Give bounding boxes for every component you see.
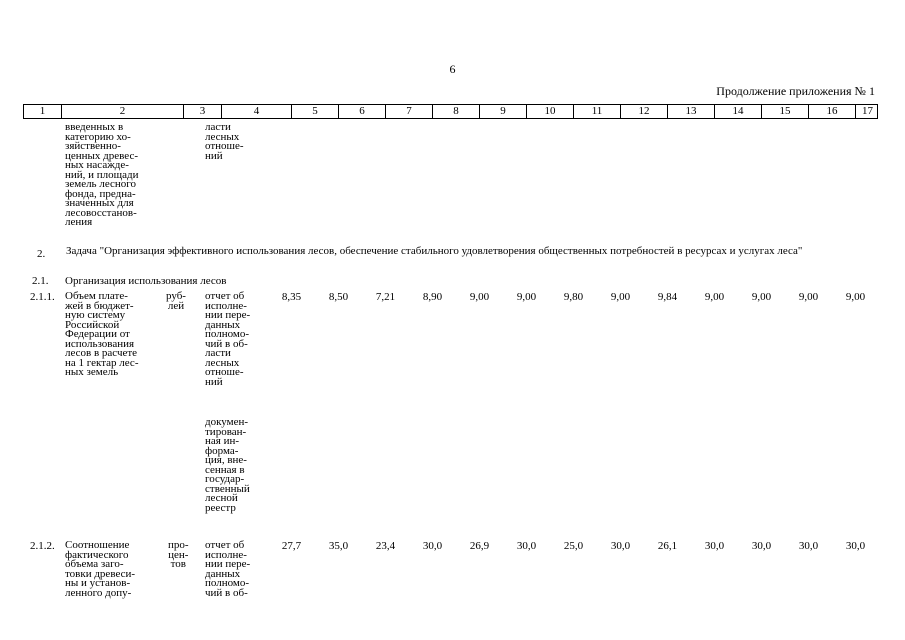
- header-col-2: 2: [62, 105, 184, 118]
- row-2-1-2-value: 30,0: [422, 540, 443, 552]
- row-2-1-2-value: 35,0: [328, 540, 349, 552]
- section-2-1-title: Организация использования лесов: [65, 275, 227, 287]
- header-col-5: 5: [292, 105, 339, 118]
- header-col-15: 15: [762, 105, 809, 118]
- row-2-1-2-value: 23,4: [375, 540, 396, 552]
- column-number-header: [23, 104, 878, 119]
- row-2-1-1-number: 2.1.1.: [30, 291, 55, 303]
- row-2-1-2-value: 26,9: [469, 540, 490, 552]
- header-col-8: 8: [433, 105, 480, 118]
- row-2-1-1-indicator: Объем плате- жей в бюджет- ную систему Российской Федерации от использования лесов в расчете на 1 гектар лес- ных земель: [65, 290, 139, 378]
- row-2-1-1-value: 8,35: [281, 291, 302, 303]
- section-2-1-number: 2.1.: [32, 275, 49, 287]
- row-2-1-2-unit: про- цен- тов: [168, 539, 189, 570]
- row-2-1-1-unit: руб- лей: [166, 290, 186, 312]
- continued-source: ласти лесных отноше- ний: [205, 121, 244, 162]
- row-2-1-2-value: 30,0: [610, 540, 631, 552]
- header-col-9: 9: [480, 105, 527, 118]
- continuation-label: Продолжение приложения № 1: [716, 84, 875, 98]
- row-2-1-2-value: 30,0: [845, 540, 866, 552]
- row-2-1-1-value: 9,00: [845, 291, 866, 303]
- row-2-1-1-value: 9,00: [610, 291, 631, 303]
- header-col-7: 7: [386, 105, 433, 118]
- task-2-number: 2.: [37, 248, 46, 260]
- row-2-1-2-value: 30,0: [516, 540, 537, 552]
- row-2-1-1-value: 9,00: [704, 291, 725, 303]
- header-col-13: 13: [668, 105, 715, 118]
- row-2-1-2-number: 2.1.2.: [30, 540, 55, 552]
- row-2-1-2-value: 25,0: [563, 540, 584, 552]
- continued-indicator-name: введенных в категорию хо- зяйственно- ценных древес- ных насажде- ний, и площади земель лесного фонда, предна- значенных для лесовосстанов- ления: [65, 121, 139, 228]
- header-col-6: 6: [339, 105, 386, 118]
- row-2-1-1-value: 9,80: [563, 291, 584, 303]
- row-2-1-1-value: 9,84: [657, 291, 678, 303]
- row-2-1-2-value: 30,0: [798, 540, 819, 552]
- row-2-1-1-value: 9,00: [469, 291, 490, 303]
- header-col-3: 3: [184, 105, 222, 118]
- header-col-17: 17: [862, 105, 873, 117]
- header-col-16: 16: [809, 105, 856, 118]
- page-number: 6: [449, 62, 456, 76]
- row-2-1-2-value: 30,0: [751, 540, 772, 552]
- row-2-1-1-value: 9,00: [798, 291, 819, 303]
- row-2-1-1-value: 7,21: [375, 291, 396, 303]
- row-2-1-2-value: 26,1: [657, 540, 678, 552]
- row-2-1-1-value: 8,50: [328, 291, 349, 303]
- row-2-1-2-source-report: отчет об исполне- нии пере- данных полномо- чий в об-: [205, 539, 251, 599]
- row-2-1-1-value: 9,00: [516, 291, 537, 303]
- row-2-1-1-source-registry: докумен- тирован- ная ин- форма- ция, вне- сенная в государ- ственный лесной реестр: [205, 416, 250, 514]
- row-2-1-1-value: 9,00: [751, 291, 772, 303]
- row-2-1-1-value: 8,90: [422, 291, 443, 303]
- header-col-4: 4: [222, 105, 292, 118]
- row-2-1-1-source-report: отчет об исполне- нии пере- данных полномо- чий в об- ласти лесных отноше- ний: [205, 290, 251, 388]
- row-2-1-2-indicator: Соотношение фактического объема заго- товки древеси- ны и установ- ленного допу-: [65, 539, 136, 599]
- header-col-14: 14: [715, 105, 762, 118]
- header-col-1: 1: [24, 105, 62, 118]
- row-2-1-2-value: 27,7: [281, 540, 302, 552]
- row-2-1-2-value: 30,0: [704, 540, 725, 552]
- task-2-text: Задача "Организация эффективного использования лесов, обеспечение стабильного удовлетворения общественных потребностей в ресурсах и услугах леса": [66, 245, 803, 257]
- header-col-10: 10: [527, 105, 574, 118]
- header-col-12: 12: [621, 105, 668, 118]
- header-col-11: 11: [574, 105, 621, 118]
